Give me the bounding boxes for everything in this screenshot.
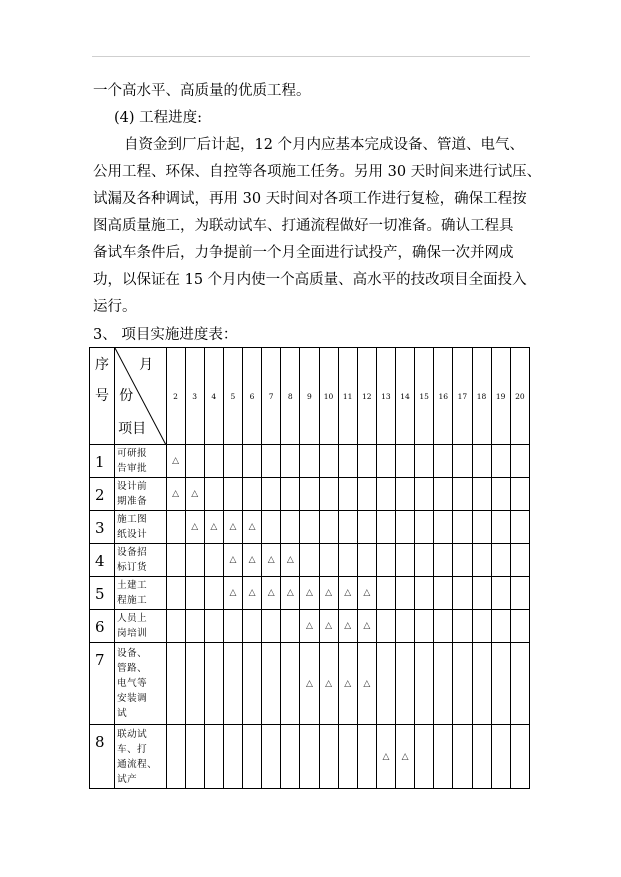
month-header-14: 14 [396, 348, 415, 445]
schedule-cell [376, 610, 395, 643]
schedule-cell [376, 445, 395, 478]
month-header-6: 6 [243, 348, 262, 445]
item-name-line: 纸设计 [117, 529, 148, 540]
section-heading-progress: (4) 工程进度: [114, 110, 203, 126]
item-name-line: 可研报 [117, 448, 148, 459]
schedule-cell [434, 511, 453, 544]
schedule-cell [281, 511, 300, 544]
schedule-cell [472, 445, 491, 478]
schedule-cell [472, 511, 491, 544]
schedule-table [89, 347, 530, 789]
row-item-name [115, 577, 166, 610]
schedule-cell [415, 643, 434, 725]
schedule-cell [166, 643, 185, 725]
month-header-2: 2 [166, 348, 185, 445]
schedule-cell [491, 511, 510, 544]
triangle-mark: △ [248, 588, 256, 598]
schedule-cell [204, 544, 223, 577]
table-row [90, 725, 530, 789]
schedule-cell [453, 610, 472, 643]
schedule-cell [319, 577, 338, 610]
row-number: 7 [90, 643, 115, 725]
row-number: 3 [90, 511, 115, 544]
item-name-line: 期准备 [117, 496, 148, 507]
schedule-cell [319, 478, 338, 511]
schedule-cell [338, 725, 357, 789]
month-header-12: 12 [357, 348, 376, 445]
schedule-cell [185, 544, 204, 577]
schedule-cell [453, 577, 472, 610]
paragraph-line-3: 试漏及各种调试，再用 30 天时间对各项工作进行复检，确保工程按 [93, 191, 527, 207]
schedule-cell [204, 725, 223, 789]
schedule-cell [204, 511, 223, 544]
schedule-cell [434, 643, 453, 725]
schedule-cell [376, 643, 395, 725]
table-row [90, 610, 530, 643]
table-header-row [90, 348, 530, 445]
schedule-cell [223, 643, 242, 725]
triangle-mark: △ [363, 621, 371, 631]
schedule-cell [453, 544, 472, 577]
month-header-3: 3 [185, 348, 204, 445]
month-header-20: 20 [510, 348, 529, 445]
schedule-cell [262, 544, 281, 577]
schedule-cell [472, 544, 491, 577]
schedule-cell [510, 544, 529, 577]
row-number: 5 [90, 577, 115, 610]
triangle-mark: △ [191, 489, 199, 499]
schedule-cell [204, 478, 223, 511]
row-item-name [115, 610, 166, 643]
row-item-name [115, 478, 166, 511]
diagonal-header-cell [115, 348, 166, 445]
schedule-cell [166, 478, 185, 511]
schedule-cell [472, 725, 491, 789]
schedule-cell [262, 577, 281, 610]
triangle-mark: △ [363, 588, 371, 598]
text-line-1: 一个高水平、高质量的优质工程。 [93, 83, 311, 99]
paragraph-line-2: 公用工程、环保、自控等各项施工任务。另用 30 天时间来进行试压、 [93, 164, 542, 180]
triangle-mark: △ [267, 555, 275, 565]
schedule-cell [491, 643, 510, 725]
schedule-cell [166, 725, 185, 789]
schedule-cell [243, 511, 262, 544]
month-header-13: 13 [376, 348, 395, 445]
schedule-cell [338, 478, 357, 511]
month-header-9: 9 [300, 348, 319, 445]
paragraph-line-5: 备试车条件后，力争提前一个月全面进行试投产，确保一次并网成 [93, 245, 514, 261]
schedule-cell [185, 725, 204, 789]
schedule-cell [262, 445, 281, 478]
triangle-mark: △ [325, 588, 333, 598]
row-number: 1 [90, 445, 115, 478]
schedule-cell [396, 725, 415, 789]
schedule-cell [357, 544, 376, 577]
triangle-mark: △ [210, 522, 218, 532]
item-name-line: 设计前 [117, 481, 148, 492]
table-row [90, 577, 530, 610]
triangle-mark: △ [172, 489, 180, 499]
schedule-cell [357, 511, 376, 544]
schedule-cell [281, 544, 300, 577]
schedule-cell [396, 610, 415, 643]
item-name-line: 安装调 [117, 693, 148, 704]
triangle-mark: △ [267, 588, 275, 598]
row-number: 4 [90, 544, 115, 577]
schedule-cell [300, 445, 319, 478]
schedule-cell [281, 643, 300, 725]
schedule-cell [338, 577, 357, 610]
schedule-cell [510, 511, 529, 544]
schedule-cell [319, 610, 338, 643]
schedule-cell [185, 610, 204, 643]
schedule-cell [338, 544, 357, 577]
header-rule [92, 56, 530, 57]
schedule-cell [223, 478, 242, 511]
schedule-cell [166, 610, 185, 643]
schedule-cell [185, 445, 204, 478]
schedule-cell [338, 610, 357, 643]
schedule-cell [185, 643, 204, 725]
schedule-cell [491, 610, 510, 643]
triangle-mark: △ [325, 621, 333, 631]
schedule-cell [376, 725, 395, 789]
schedule-cell [300, 478, 319, 511]
schedule-cell [510, 445, 529, 478]
schedule-cell [223, 725, 242, 789]
schedule-cell [185, 577, 204, 610]
month-header-15: 15 [415, 348, 434, 445]
schedule-cell [262, 511, 281, 544]
schedule-cell [376, 577, 395, 610]
row-number: 6 [90, 610, 115, 643]
item-header-label: 项目 [118, 421, 147, 437]
schedule-cell [243, 610, 262, 643]
schedule-cell [300, 643, 319, 725]
schedule-cell [415, 577, 434, 610]
month-header-5: 5 [223, 348, 242, 445]
schedule-cell [204, 643, 223, 725]
schedule-cell [434, 577, 453, 610]
schedule-cell [357, 643, 376, 725]
schedule-cell [243, 544, 262, 577]
schedule-cell [491, 478, 510, 511]
schedule-cell [510, 643, 529, 725]
schedule-cell [338, 445, 357, 478]
schedule-cell [319, 511, 338, 544]
schedule-cell [472, 478, 491, 511]
schedule-cell [166, 511, 185, 544]
schedule-cell [204, 610, 223, 643]
schedule-cell [338, 511, 357, 544]
item-name-line: 施工图 [117, 514, 148, 525]
schedule-cell [185, 511, 204, 544]
schedule-cell [166, 544, 185, 577]
schedule-cell [415, 478, 434, 511]
schedule-cell [281, 610, 300, 643]
table-row [90, 511, 530, 544]
schedule-cell [204, 577, 223, 610]
triangle-mark: △ [382, 751, 390, 762]
month-header-8: 8 [281, 348, 300, 445]
triangle-mark: △ [248, 522, 256, 532]
triangle-mark: △ [305, 621, 313, 631]
schedule-cell [472, 577, 491, 610]
seq-header-bottom: 号 [95, 388, 109, 404]
seq-header-cell [90, 348, 115, 445]
item-name-line: 岗培训 [117, 628, 148, 639]
item-name-line: 程施工 [117, 595, 148, 606]
schedule-cell [357, 725, 376, 789]
schedule-cell [376, 544, 395, 577]
schedule-cell [319, 725, 338, 789]
schedule-cell [262, 725, 281, 789]
schedule-cell [510, 577, 529, 610]
schedule-cell [185, 478, 204, 511]
triangle-mark: △ [286, 588, 294, 598]
schedule-cell [338, 643, 357, 725]
schedule-cell [415, 725, 434, 789]
item-name-line: 车、打 [117, 743, 148, 755]
item-name-line: 土建工 [117, 580, 148, 591]
schedule-cell [376, 478, 395, 511]
triangle-mark: △ [363, 678, 371, 689]
item-name-line: 通流程、 [117, 758, 158, 770]
triangle-mark: △ [344, 621, 352, 631]
schedule-cell [453, 445, 472, 478]
item-name-line: 人员上 [117, 613, 148, 624]
schedule-cell [453, 511, 472, 544]
triangle-mark: △ [305, 588, 313, 598]
schedule-cell [453, 643, 472, 725]
month-header-label: 月 [139, 357, 154, 373]
schedule-cell [396, 643, 415, 725]
schedule-cell [262, 643, 281, 725]
schedule-cell [434, 725, 453, 789]
schedule-cell [415, 544, 434, 577]
schedule-cell [223, 511, 242, 544]
schedule-cell [396, 544, 415, 577]
schedule-cell [376, 511, 395, 544]
item-name-line: 设备、 [117, 648, 148, 659]
triangle-mark: △ [172, 456, 180, 466]
triangle-mark: △ [401, 751, 409, 762]
schedule-cell [491, 544, 510, 577]
schedule-cell [243, 478, 262, 511]
schedule-cell [166, 577, 185, 610]
schedule-cell [243, 445, 262, 478]
schedule-cell [300, 577, 319, 610]
schedule-cell [434, 544, 453, 577]
month-header-18: 18 [472, 348, 491, 445]
triangle-mark: △ [229, 522, 237, 532]
schedule-cell [396, 511, 415, 544]
schedule-cell [223, 610, 242, 643]
schedule-cell [319, 445, 338, 478]
schedule-cell [300, 511, 319, 544]
fen-header-label: 份 [119, 388, 134, 404]
triangle-mark: △ [325, 678, 333, 689]
month-header-19: 19 [491, 348, 510, 445]
schedule-cell [510, 610, 529, 643]
schedule-cell [510, 725, 529, 789]
schedule-cell [396, 577, 415, 610]
row-number: 2 [90, 478, 115, 511]
month-header-7: 7 [262, 348, 281, 445]
schedule-cell [319, 544, 338, 577]
schedule-cell [396, 445, 415, 478]
schedule-cell [223, 577, 242, 610]
schedule-cell [472, 643, 491, 725]
schedule-cell [415, 445, 434, 478]
row-number: 8 [90, 725, 115, 789]
paragraph-line-6: 功，以保证在 15 个月内使一个高质量、高水平的技改项目全面投入 [93, 272, 527, 288]
triangle-mark: △ [305, 678, 313, 689]
schedule-cell [281, 445, 300, 478]
table-row [90, 478, 530, 511]
table-row [90, 544, 530, 577]
schedule-cell [243, 725, 262, 789]
schedule-cell [204, 445, 223, 478]
schedule-cell [281, 577, 300, 610]
item-name-line: 标订货 [117, 562, 148, 573]
schedule-cell [357, 478, 376, 511]
schedule-cell [491, 445, 510, 478]
row-item-name [115, 725, 166, 789]
schedule-cell [453, 478, 472, 511]
month-header-10: 10 [319, 348, 338, 445]
triangle-mark: △ [248, 555, 256, 565]
triangle-mark: △ [286, 555, 294, 565]
item-name-line: 电气等 [117, 678, 148, 689]
schedule-cell [281, 478, 300, 511]
item-name-line: 试产 [117, 773, 138, 785]
schedule-cell [357, 577, 376, 610]
schedule-cell [357, 445, 376, 478]
item-name-line: 设备招 [117, 547, 148, 558]
row-item-name [115, 445, 166, 478]
paragraph-line-1: 自资金到厂后计起，12 个月内应基本完成设备、管道、电气、 [124, 137, 525, 153]
schedule-cell [510, 478, 529, 511]
schedule-cell [262, 478, 281, 511]
schedule-cell [243, 643, 262, 725]
schedule-cell [453, 725, 472, 789]
paragraph-line-4: 图高质量施工，为联动试车、打通流程做好一切准备。确认工程具 [93, 218, 514, 234]
schedule-cell [300, 610, 319, 643]
paragraph-line-7: 运行。 [93, 299, 137, 315]
schedule-cell [491, 577, 510, 610]
schedule-cell [357, 610, 376, 643]
schedule-cell [223, 544, 242, 577]
schedule-cell [243, 577, 262, 610]
triangle-mark: △ [344, 678, 352, 689]
item-name-line: 试 [117, 708, 128, 719]
month-header-17: 17 [453, 348, 472, 445]
schedule-cell [281, 725, 300, 789]
schedule-cell [434, 478, 453, 511]
schedule-cell [319, 643, 338, 725]
schedule-cell [300, 725, 319, 789]
schedule-cell [223, 445, 242, 478]
item-name-line: 告审批 [117, 463, 148, 474]
row-item-name [115, 544, 166, 577]
triangle-mark: △ [229, 588, 237, 598]
month-header-16: 16 [434, 348, 453, 445]
row-item-name [115, 511, 166, 544]
row-item-name [115, 643, 166, 725]
table-row [90, 445, 530, 478]
item-name-line: 管路、 [117, 663, 148, 674]
schedule-cell [300, 544, 319, 577]
schedule-cell [262, 610, 281, 643]
seq-header-top: 序 [95, 357, 109, 373]
schedule-cell [415, 610, 434, 643]
schedule-cell [166, 445, 185, 478]
triangle-mark: △ [191, 522, 199, 532]
schedule-cell [434, 610, 453, 643]
schedule-cell [491, 725, 510, 789]
schedule-cell [434, 445, 453, 478]
item-name-line: 联动试 [117, 728, 148, 740]
section-heading-schedule: 3、 项目实施进度表： [93, 327, 238, 343]
month-header-4: 4 [204, 348, 223, 445]
table-row [90, 643, 530, 725]
schedule-cell [472, 610, 491, 643]
schedule-cell [396, 478, 415, 511]
month-header-11: 11 [338, 348, 357, 445]
triangle-mark: △ [229, 555, 237, 565]
schedule-cell [415, 511, 434, 544]
triangle-mark: △ [344, 588, 352, 598]
